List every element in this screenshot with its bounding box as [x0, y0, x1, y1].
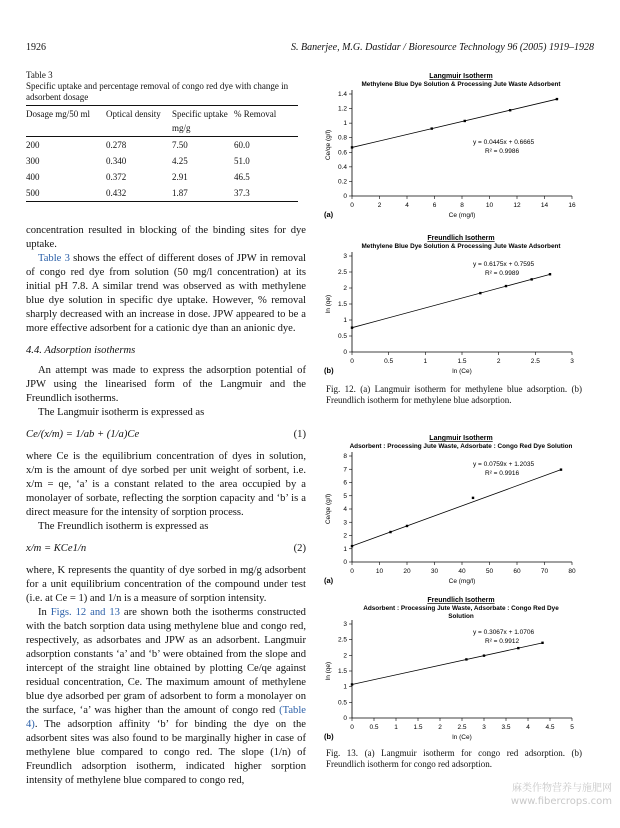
x-tick-label: 4.5 — [545, 724, 555, 731]
running-title: S. Banerjee, M.G. Dastidar / Bioresource Technology 96 (2005) 1919–1928 — [290, 42, 594, 53]
y-tick-label: 1.5 — [337, 301, 347, 308]
trend-equation: y = 0.0759x + 1.2035 — [473, 461, 535, 468]
y-tick-label: 5 — [343, 492, 347, 500]
trend-equation: y = 0.0445x + 0.6665 — [473, 139, 535, 146]
x-tick-label: 3.5 — [501, 724, 511, 731]
equation-text: Ce/(x/m) = 1/ab + (1/a)Ce — [26, 429, 140, 440]
x-tick-label: 2 — [377, 202, 382, 209]
x-tick-label: 2.5 — [530, 358, 540, 365]
table-header-cell: Specific uptake mg/g — [172, 109, 228, 133]
chart-subtitle: Methylene Blue Dye Solution & Processing Jute Waste Adsorbent — [361, 243, 561, 250]
chart-12a-svg — [322, 70, 580, 230]
paragraph: An attempt was made to express the adsorption potential of JPW using the linearised form of the Langmuir and the Freundlich isotherms. — [26, 365, 306, 404]
chart-12a — [322, 70, 580, 230]
equation-2 — [26, 542, 306, 556]
chart-subtitle: Adsorbent : Processing Jute Waste, Adsorbate : Congo Red Dye — [363, 605, 559, 612]
y-tick-label: 1.5 — [337, 668, 347, 675]
panel-label: (a) — [324, 210, 334, 219]
x-tick-label: 20 — [403, 568, 411, 575]
y-axis-label: ln (qe) — [325, 294, 332, 314]
data-point — [472, 497, 474, 499]
y-tick-label: 2 — [343, 532, 347, 540]
x-tick-label: 70 — [540, 568, 549, 575]
equation-text: x/m = KCe1/n — [26, 543, 87, 554]
paragraph: The Langmuir isotherm is expressed as — [38, 407, 205, 418]
x-tick-label: 4 — [526, 724, 530, 731]
figure-12-caption: Fig. 12. (a) Langmuir isotherm for methylene blue adsorption. (b) Freundlich isotherm for methylene blue adsorption. — [326, 384, 582, 405]
chart-title: Freundlich Isotherm — [427, 235, 495, 242]
x-axis-label: Ce (mg/l) — [448, 578, 476, 585]
data-point — [351, 545, 353, 547]
y-tick-label: 0 — [343, 349, 347, 356]
table-cell: 0.432 — [106, 188, 127, 198]
table-cell: 2.91 — [172, 172, 188, 182]
y-tick-label: 0.6 — [337, 149, 347, 157]
data-point — [464, 120, 466, 122]
x-tick-label: 5 — [570, 724, 574, 731]
paragraph-text: . The adsorption affinity ‘b’ for binding the dye on the adsorbent sites was also found to be marginally higher in case of methylene blue compared to congo red. The slope (1/n) of Freundlich adsorption isotherm, indicated higher sorption intensity of methylene blue compared to congo red, — [26, 719, 306, 786]
paragraph-text: are shown both the isotherms constructed with the batch sorption data using methylene blue and congo red, respectively, as adsorbates and JPW as an adsorbent. Langmuir adsorption constants ‘a’ and ‘b’ were obtained from the slope and intercept of the straight line obtained by plotting Ce/qe against residual concentration, Ce. The maximum amount of methylene blue dye adsorbed per gram of adsorbent to form a monolayer on the surface, ‘a’ was higher than the amount of congo red — [26, 607, 306, 716]
chart-subtitle: Methylene Blue Dye Solution & Processing Jute Waste Adsorbent — [361, 81, 561, 88]
trend-line — [352, 470, 561, 546]
table-row — [26, 185, 298, 202]
x-tick-label: 60 — [513, 568, 521, 575]
x-tick-label: 0.5 — [369, 724, 379, 731]
table-header-cell: Dosage mg/50 ml — [26, 109, 90, 119]
chart-title: Langmuir Isotherm — [429, 73, 493, 80]
table-row — [26, 153, 298, 169]
chart-title: Langmuir Isotherm — [429, 435, 493, 442]
x-axis-label: ln (Ce) — [452, 368, 472, 375]
y-tick-label: 1 — [343, 317, 347, 324]
table-cell: 1.87 — [172, 188, 188, 198]
table-cell: 300 — [26, 156, 40, 166]
data-point — [351, 683, 353, 685]
data-point — [431, 127, 433, 129]
x-tick-label: 14 — [540, 202, 549, 209]
x-tick-label: 0 — [350, 202, 354, 209]
data-point — [549, 273, 551, 275]
watermark-line: 麻类作物营养与施肥网 — [512, 783, 612, 794]
table-header-row — [26, 106, 298, 137]
trend-equation: y = 0.3067x + 1.0706 — [473, 629, 535, 636]
page-number: 1926 — [26, 42, 46, 53]
chart-13a — [322, 432, 580, 592]
paragraph: where, K represents the quantity of dye sorbed in mg/g adsorbent for a unit equilibrium concentration of the compound under test (i.e. at Ce = 1) and 1/n is a measure of sorption intensity. — [26, 565, 306, 604]
x-tick-label: 40 — [458, 568, 466, 575]
table-cell: 400 — [26, 172, 40, 182]
y-tick-label: 3 — [343, 519, 347, 527]
y-tick-label: 0.8 — [337, 134, 347, 142]
table-cell: 500 — [26, 188, 40, 198]
y-tick-label: 0.5 — [337, 699, 347, 707]
x-tick-label: 10 — [485, 202, 494, 209]
x-tick-label: 1 — [394, 724, 398, 731]
y-tick-label: 1 — [343, 545, 347, 553]
x-tick-label: 10 — [375, 568, 384, 575]
data-point — [465, 658, 467, 660]
chart-subtitle: Adsorbent : Processing Jute Waste, Adsorbate : Congo Red Dye Solution — [349, 443, 573, 450]
x-tick-label: 2 — [496, 358, 501, 365]
x-tick-label: 1 — [423, 358, 428, 365]
x-tick-label: 3 — [482, 724, 486, 731]
trend-equation: y = 0.6175x + 0.7595 — [473, 261, 535, 268]
data-point — [389, 531, 391, 533]
table-cell: 37.3 — [234, 188, 250, 198]
x-tick-label: 80 — [568, 568, 576, 575]
x-tick-label: 0 — [350, 724, 354, 731]
x-tick-label: 4 — [405, 202, 409, 209]
trend-line — [352, 643, 543, 685]
y-tick-label: 0 — [343, 715, 347, 722]
equation-number: (1) — [293, 429, 306, 440]
y-tick-label: 3 — [343, 253, 347, 260]
x-tick-label: 30 — [430, 568, 439, 575]
x-tick-label: 16 — [568, 202, 576, 209]
y-tick-label: 0.2 — [337, 178, 347, 186]
y-tick-label: 3 — [343, 621, 347, 628]
data-point — [530, 278, 532, 280]
data-point — [479, 292, 481, 294]
x-tick-label: 3 — [570, 358, 574, 365]
y-tick-label: 2.5 — [337, 636, 347, 644]
y-tick-label: 1 — [343, 120, 347, 128]
x-tick-label: 12 — [513, 202, 521, 209]
table-header-cell: Optical density — [106, 109, 161, 119]
chart-13b-svg — [322, 594, 580, 744]
panel-label: (a) — [324, 576, 334, 585]
x-tick-label: 1.5 — [413, 724, 423, 731]
x-tick-label: 50 — [485, 568, 494, 575]
table-cell: 51.0 — [234, 156, 250, 166]
left-column — [26, 70, 306, 788]
watermark-line: www.fibercrops.com — [510, 796, 612, 807]
equation-1 — [26, 428, 306, 442]
y-tick-label: 2 — [343, 652, 347, 660]
y-axis-label: Ce/qe (g/l) — [325, 493, 332, 525]
x-axis-label: ln (Ce) — [452, 734, 472, 741]
paragraph — [26, 606, 306, 788]
x-tick-label: 1.5 — [457, 358, 467, 365]
chart-subtitle: Solution — [448, 613, 474, 620]
data-point — [556, 98, 558, 100]
r-squared: R² = 0.9916 — [485, 470, 520, 477]
data-point — [483, 654, 485, 656]
x-tick-label: 0 — [350, 568, 354, 575]
table-cell: 46.5 — [234, 172, 250, 182]
chart-13b — [322, 594, 580, 744]
figure-link[interactable]: Figs. 12 and 13 — [50, 607, 120, 618]
paragraph: where Ce is the equilibrium concentration of dyes in solution, x/m is the amount of dye sorbed per unit weight of sorbent, i.e. x/m = qe, ‘a’ is a constant related to the area occupied by a monolayer of sorbate, reflecting the sorption capacity and ‘b’ is a direct measure for the intensity of sorption process. — [26, 451, 306, 518]
r-squared: R² = 0.9986 — [485, 148, 520, 155]
table-cell: 60.0 — [234, 140, 250, 150]
panel-label: (b) — [324, 732, 334, 741]
y-tick-label: 2 — [343, 285, 347, 292]
x-tick-label: 0 — [350, 358, 354, 365]
trend-line — [352, 274, 550, 327]
table-row — [26, 137, 298, 154]
chart-12b — [322, 232, 580, 380]
y-tick-label: 2.5 — [337, 269, 347, 276]
table-link[interactable]: (Table 4) — [26, 705, 306, 730]
data-point — [351, 326, 353, 328]
table-cell: 4.25 — [172, 156, 188, 166]
y-tick-label: 1.2 — [337, 105, 347, 113]
y-axis-label: Ce/qe (g/l) — [325, 129, 332, 161]
table-cell: 7.50 — [172, 140, 188, 150]
paragraph-text: shows the effect of different doses of JPW in removal of congo red dye from solution (50 mg/l concentration) at its initial pH 7.8. A similar trend was observed as with methylene blue dye solution in specific dye uptake. However, % removal sharply decreased with an increase in dose. JPW appeared to be a more effective adsorbent for a cationic dye than an anionic dye. — [26, 253, 306, 334]
x-tick-label: 6 — [432, 202, 437, 209]
panel-label: (b) — [324, 366, 334, 375]
x-tick-label: 0.5 — [384, 358, 394, 365]
data-point — [541, 642, 543, 644]
chart-13a-svg — [322, 432, 580, 592]
equation-number: (2) — [293, 543, 306, 554]
figure-13-caption: Fig. 13. (a) Langmuir isotherm for congo red adsorption. (b) Freundlich isotherm for congo red adsorption. — [326, 748, 582, 769]
data-point — [517, 647, 519, 649]
r-squared: R² = 0.9989 — [485, 270, 520, 277]
paragraph-text: In — [38, 607, 51, 618]
data-point — [351, 146, 353, 148]
table-cell: 0.340 — [106, 156, 127, 166]
table-cell: 0.278 — [106, 140, 127, 150]
y-tick-label: 6 — [343, 479, 347, 487]
table-caption: Specific uptake and percentage removal of congo red dye with change in adsorbent dosage — [26, 81, 289, 102]
table-link[interactable]: Table 3 — [38, 253, 70, 264]
table-label: Table 3 — [26, 70, 53, 80]
x-axis-label: Ce (mg/l) — [448, 212, 476, 219]
paragraph: The Freundlich isotherm is expressed as — [38, 521, 209, 532]
x-tick-label: 2 — [438, 724, 442, 731]
running-header — [26, 42, 594, 56]
data-point — [505, 285, 507, 287]
y-tick-label: 8 — [343, 453, 347, 460]
table-cell: 0.372 — [106, 172, 127, 182]
section-heading: 4.4. Adsorption isotherms — [26, 345, 136, 356]
x-tick-label: 2.5 — [457, 724, 467, 731]
watermark — [511, 782, 612, 808]
y-tick-label: 0.4 — [337, 163, 347, 171]
y-tick-label: 4 — [343, 506, 347, 513]
x-tick-label: 8 — [460, 202, 464, 209]
chart-12b-svg — [322, 232, 580, 380]
data-point — [560, 468, 562, 470]
table-row — [26, 169, 298, 185]
r-squared: R² = 0.9912 — [485, 638, 520, 645]
table-cell: 200 — [26, 140, 40, 150]
paragraph: concentration resulted in blocking of the binding sites for dye uptake. — [26, 225, 306, 250]
y-axis-label: ln (qe) — [325, 661, 332, 681]
table-3 — [26, 105, 298, 202]
chart-title: Freundlich Isotherm — [427, 597, 495, 604]
data-point — [509, 109, 511, 111]
y-tick-label: 1.4 — [337, 91, 347, 98]
y-tick-label: 7 — [343, 466, 347, 474]
table-header-cell: % Removal — [234, 109, 277, 119]
y-tick-label: 0 — [343, 193, 347, 200]
data-point — [406, 525, 408, 527]
y-tick-label: 0 — [343, 559, 347, 566]
y-tick-label: 0.5 — [337, 333, 347, 340]
y-tick-label: 1 — [343, 683, 347, 691]
paragraph — [26, 252, 306, 336]
